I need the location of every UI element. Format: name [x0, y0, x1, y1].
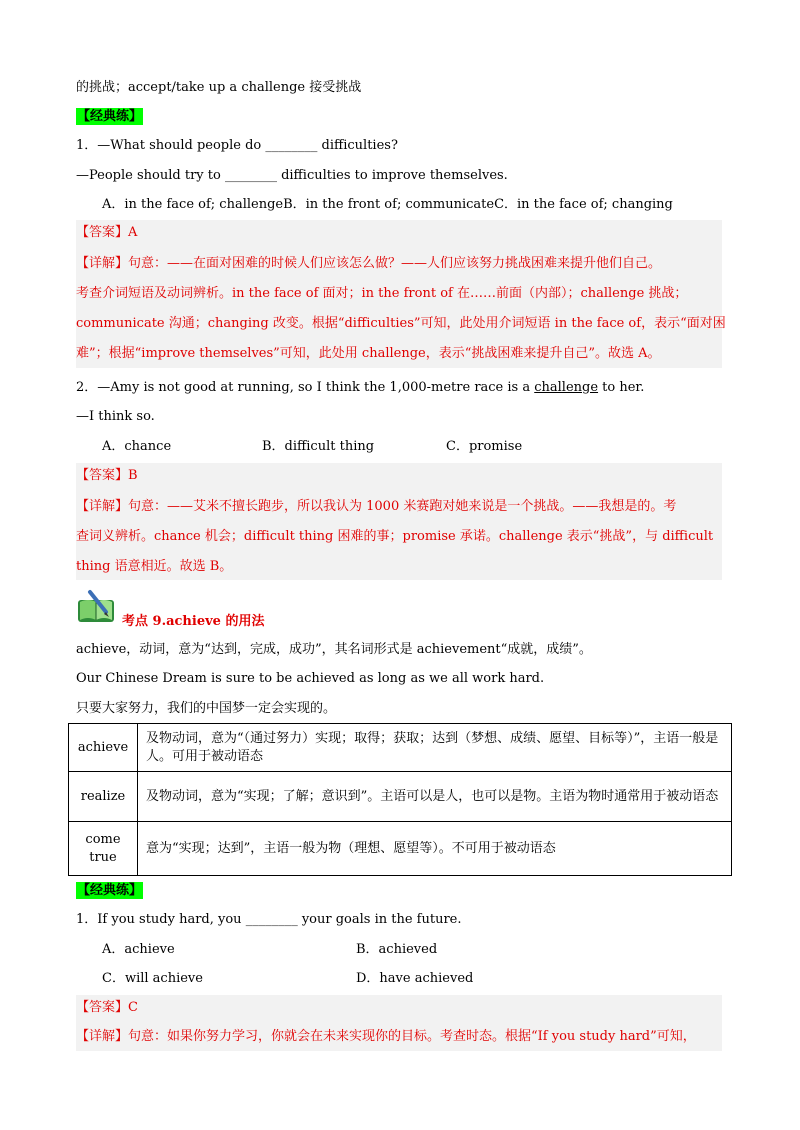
explain-line: 【详解】句意：——在面对困难的时候人们应该怎么做？——人们应该努力挑战困难来提升他们自己。: [76, 256, 662, 271]
table-row: [69, 772, 732, 822]
explain-line: 难”；根据“improve themselves”可知，此处用 challenge，表示“挑战困难来提升自己”。故选 A。: [76, 346, 661, 361]
kaodian-title: 考点 9.achieve 的用法: [122, 614, 265, 629]
top-line: 的挑战；accept/take up a challenge 接受挑战: [76, 80, 362, 95]
q1-line2: —People should try to ________ difficulties to improve themselves.: [76, 168, 508, 183]
intro-translation: 只要大家努力，我们的中国梦一定会实现的。: [76, 701, 337, 716]
answer-label: 【答案】A: [76, 225, 138, 240]
table-row: [69, 724, 732, 772]
comparison-table: [68, 723, 732, 876]
explain-line: 【详解】句意：——艾米不擅长跑步，所以我认为 1000 米赛跑对她来说是一个挑战。——我想是的。考: [76, 499, 677, 514]
answer-label: 【答案】C: [76, 1000, 138, 1015]
practice-tag: 【经典练】: [77, 883, 143, 898]
table-desc: 意为“实现；达到”，主语一般为物（理想、愿望等）。不可用于被动语态: [138, 822, 732, 876]
explain-line: communicate 沟通；changing 改变。根据“difficulties”可知，此处用介词短语 in the face of，表示“面对困: [76, 316, 726, 331]
table-row: [69, 822, 732, 876]
q2-option-a: A．chance: [102, 439, 172, 454]
intro-line: achieve，动词，意为“达到，完成，成功”，其名词形式是 achievement“成就，成绩”。: [76, 642, 592, 657]
q3-option-c: C．will achieve: [102, 971, 203, 986]
table-desc: 及物动词，意为“实现；了解；意识到”。主语可以是人，也可以是物。主语为物时通常用于被动语态: [138, 772, 732, 822]
q2-line1-pre: 2．—Amy is not good at running, so I think the 1,000-metre race is a: [76, 380, 535, 395]
table-word: realize: [69, 772, 138, 822]
q3-answer-block: [76, 995, 722, 1051]
table-desc: 及物动词，意为“（通过努力）实现；取得；获取；达到（梦想、成绩、愿望、目标等）”，主语一般是人。可用于被动语态: [138, 724, 732, 772]
explain-line: 查词义辨析。chance 机会；difficult thing 困难的事；promise 承诺。challenge 表示“挑战”，与 difficult: [76, 529, 714, 544]
table-word: achieve: [69, 724, 138, 772]
explain-line: thing 语意相近。故选 B。: [76, 559, 233, 574]
answer-label: 【答案】B: [76, 468, 138, 483]
book-pen-icon: [76, 588, 120, 624]
q2-option-c: C．promise: [446, 439, 523, 454]
q2-line2: —I think so.: [76, 409, 155, 424]
q2-line1-post: to her.: [598, 380, 645, 395]
q2-answer-block: [76, 463, 722, 580]
q1-line1: 1．—What should people do ________ difficulties?: [76, 138, 398, 153]
q2-option-b: B．difficult thing: [262, 439, 375, 454]
q2-underlined-word: challenge: [534, 380, 599, 395]
explain-line: 考查介词短语及动词辨析。in the face of 面对；in the front of 在……前面（内部）；challenge 挑战；: [76, 286, 688, 301]
q2-line1: [76, 379, 644, 397]
q3-line1: 1．If you study hard, you ________ your goals in the future.: [76, 912, 462, 927]
q1-options: A．in the face of; challengeB．in the front of; communicateC．in the face of; changing: [102, 197, 673, 212]
q3-option-a: A．achieve: [102, 942, 175, 957]
intro-example: Our Chinese Dream is sure to be achieved as long as we all work hard.: [76, 671, 545, 686]
explain-line: 【详解】句意：如果你努力学习，你就会在未来实现你的目标。考查时态。根据“If you study hard”可知，: [76, 1029, 696, 1044]
q1-answer-block: [76, 220, 726, 368]
q3-option-d: D．have achieved: [356, 971, 474, 986]
table-word: come true: [69, 822, 138, 876]
q3-option-b: B．achieved: [356, 942, 438, 957]
practice-tag: 【经典练】: [77, 109, 143, 124]
